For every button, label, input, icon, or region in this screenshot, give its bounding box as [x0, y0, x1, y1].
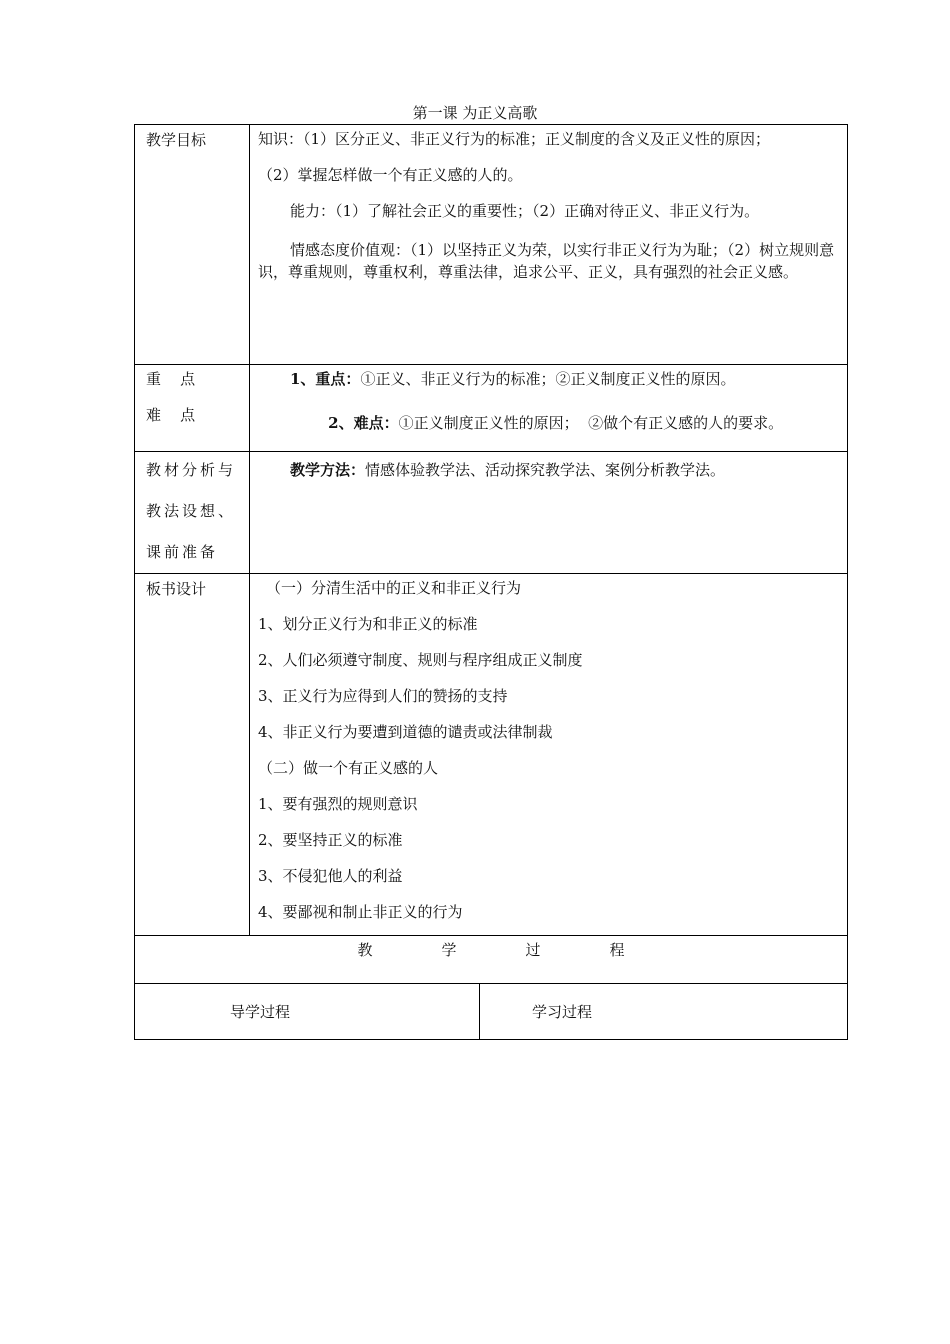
board-line: 1、要有强烈的规则意识 — [258, 795, 418, 813]
teaching-process-row — [135, 936, 847, 984]
materials-row — [135, 452, 847, 574]
board-line: 3、不侵犯他人的利益 — [258, 867, 403, 885]
materials-label — [135, 452, 250, 573]
difficult-point-label: 难 点 — [146, 406, 196, 424]
process-columns-row — [135, 984, 847, 1039]
key-point-prefix: 1、重点： — [290, 370, 361, 388]
knowledge-goal-2: （2）掌握怎样做一个有正义感的人的。 — [258, 166, 523, 184]
lesson-plan-table — [134, 124, 848, 1040]
study-process-label: 学习过程 — [532, 1003, 593, 1021]
process-char: 学 — [441, 941, 457, 959]
knowledge-goal-1: 知识：（1）区分正义、非正义行为的标准；正义制度的含义及正义性的原因； — [258, 130, 771, 148]
key-point-text: ①正义、非正义行为的标准；②正义制度正义性的原因。 — [360, 370, 736, 388]
guide-process-label: 导学过程 — [135, 984, 480, 1039]
process-char: 过 — [525, 941, 541, 959]
key-points-content — [250, 365, 847, 451]
ability-goal: 能力：（1）了解社会正义的重要性；（2）正确对待正义、非正义行为。 — [290, 202, 760, 220]
teaching-goals-label: 教学目标 — [135, 125, 250, 364]
materials-content — [250, 452, 847, 573]
board-section-1-title: （一）分清生活中的正义和非正义行为 — [266, 579, 522, 597]
teaching-goals-row — [135, 125, 847, 365]
materials-label-line-1: 教材分析与 — [146, 461, 237, 479]
board-line: 1、划分正义行为和非正义的标准 — [258, 615, 478, 633]
board-section-2-title: （二）做一个有正义感的人 — [258, 759, 439, 777]
materials-label-line-2: 教法设想、 — [146, 502, 237, 520]
board-design-row — [135, 574, 847, 936]
board-line: 4、要鄙视和制止非正义的行为 — [258, 903, 463, 921]
difficult-point-text: ①正义制度正义性的原因； ②做个有正义感的人的要求。 — [398, 414, 784, 432]
key-point-line — [258, 369, 839, 389]
process-char: 教 — [357, 941, 373, 959]
page-title: 第一课 为正义高歌 — [412, 104, 538, 122]
teaching-goals-content — [250, 125, 847, 364]
materials-label-line-3: 课前准备 — [146, 543, 219, 561]
board-line: 4、非正义行为要遭到道德的谴责或法律制裁 — [258, 723, 553, 741]
key-point-label: 重 点 — [146, 370, 196, 388]
difficult-point-prefix: 2、难点： — [328, 414, 399, 432]
board-design-label: 板书设计 — [135, 574, 250, 935]
board-line: 3、正义行为应得到人们的赞扬的支持 — [258, 687, 508, 705]
key-points-label — [135, 365, 250, 451]
board-design-content — [250, 574, 847, 935]
process-char: 程 — [609, 941, 625, 959]
difficult-point-line — [258, 393, 839, 453]
teaching-process-heading — [135, 936, 847, 983]
board-line: 2、要坚持正义的标准 — [258, 831, 403, 849]
teaching-method-line — [258, 460, 839, 480]
key-points-row — [135, 365, 847, 452]
teaching-method-text: 情感体验教学法、活动探究教学法、案例分析教学法。 — [365, 461, 726, 479]
values-goal: 情感态度价值观：（1）以坚持正义为荣，以实行非正义行为为耻；（2）树立规则意识，尊重规则，尊重权利，尊重法律，追求公平、正义，具有强烈的社会正义感。 — [258, 241, 835, 281]
board-line: 2、人们必须遵守制度、规则与程序组成正义制度 — [258, 651, 583, 669]
teaching-method-prefix: 教学方法： — [290, 461, 366, 479]
